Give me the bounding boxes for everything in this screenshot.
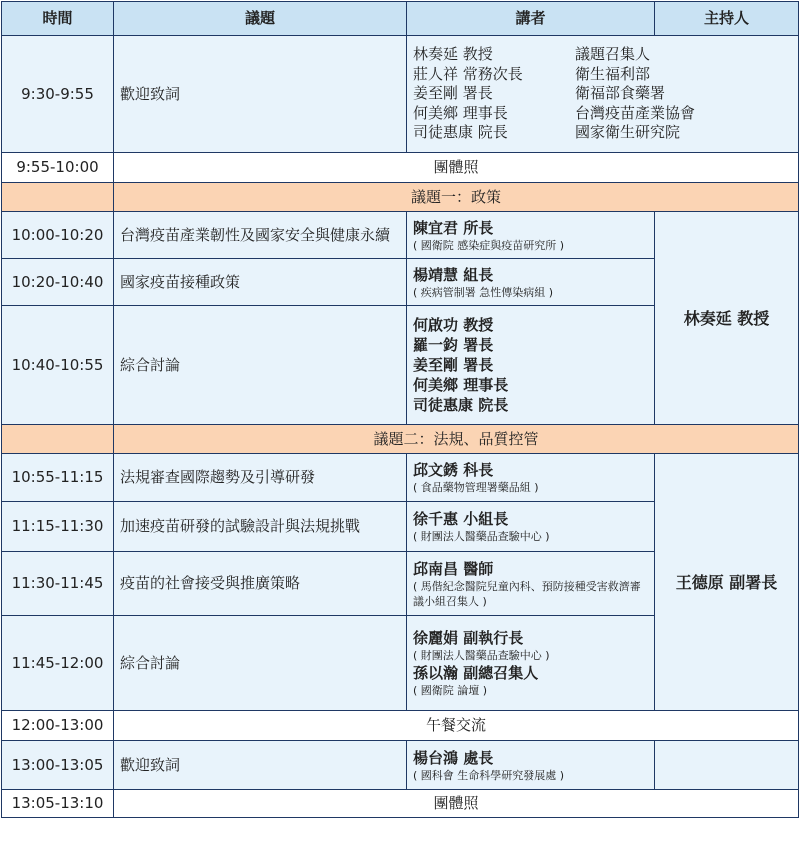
- row-speaker: [407, 741, 655, 790]
- speaker-name: 司徒惠康 院長: [413, 123, 508, 142]
- speaker-name: 楊台鴻 處長: [413, 748, 494, 767]
- row-topic: 歡迎致詞: [114, 741, 407, 790]
- speaker-affiliation: ( 疾病管制署 急性傳染病組 ): [413, 285, 554, 299]
- welcome-speakers: [407, 36, 799, 153]
- speaker-role: 衛福部食藥署: [575, 84, 666, 103]
- speaker-affiliation: ( 國科會 生命科學研究發展處 ): [413, 768, 565, 782]
- section-title: 議題二：法規、品質控管: [114, 425, 799, 454]
- row-topic: 台灣疫苗產業韌性及國家安全與健康永續: [114, 212, 407, 259]
- speaker-name: 司徒惠康 院長: [413, 396, 509, 414]
- speaker-name: 莊人祥 常務次長: [413, 64, 523, 83]
- row-topic: 綜合討論: [114, 306, 407, 425]
- speaker-affiliation: ( 財團法人醫藥品查驗中心 ): [413, 530, 550, 543]
- speaker-pair: [413, 45, 794, 65]
- speaker-name: 楊靖慧 組長: [413, 265, 494, 284]
- row-time: 12:00-13:00: [2, 711, 114, 741]
- row-time: 9:55-10:00: [2, 153, 114, 183]
- row-speaker: [407, 454, 655, 502]
- speaker-pair: [413, 84, 794, 104]
- header-row: [2, 2, 799, 36]
- row-event: 團體照: [114, 790, 799, 818]
- agenda-row: [2, 36, 799, 153]
- speaker-name: 何美鄉 理事長: [413, 376, 509, 394]
- header-time: 時間: [2, 2, 114, 36]
- row-time: 10:00-10:20: [2, 212, 114, 259]
- row-time: 13:00-13:05: [2, 741, 114, 790]
- speaker-role: 衛生福利部: [575, 64, 651, 83]
- section-row: [2, 183, 799, 212]
- agenda-row: [2, 454, 799, 502]
- speaker-name: 徐千惠 小組長: [413, 510, 509, 528]
- row-time: 10:20-10:40: [2, 259, 114, 306]
- row-time: 13:05-13:10: [2, 790, 114, 818]
- speaker-name: 孫以瀚 副總召集人: [413, 664, 539, 682]
- row-topic: 加速疫苗研發的試驗設計與法規挑戰: [114, 502, 407, 552]
- row-event: 團體照: [114, 153, 799, 183]
- row-topic: 疫苗的社會接受與推廣策略: [114, 552, 407, 616]
- section-spacer: [2, 183, 114, 212]
- section-title: 議題一：政策: [114, 183, 799, 212]
- speaker-name: 邱文銹 科長: [413, 461, 494, 479]
- row-topic: 綜合討論: [114, 616, 407, 711]
- section-spacer: [2, 425, 114, 454]
- host-cell: 林奏延 教授: [655, 212, 799, 425]
- row-time: 11:15-11:30: [2, 502, 114, 552]
- agenda-row: [2, 153, 799, 183]
- agenda-row: [2, 790, 799, 818]
- agenda-row: [2, 711, 799, 741]
- header-topic: 議題: [114, 2, 407, 36]
- speaker-pair: [413, 65, 794, 85]
- row-event: 午餐交流: [114, 711, 799, 741]
- speaker-pair: [413, 104, 794, 124]
- speaker-affiliation: ( 國衛院 感染症與疫苗研究所 ): [413, 238, 565, 252]
- header-speaker: 講者: [407, 2, 655, 36]
- row-time: 10:40-10:55: [2, 306, 114, 425]
- speaker-name: 徐麗娟 副執行長: [413, 629, 524, 647]
- row-speaker: [407, 616, 655, 711]
- row-time: 9:30-9:55: [2, 36, 114, 153]
- speaker-name: 何啟功 教授: [413, 316, 494, 334]
- speaker-role: 國家衛生研究院: [575, 123, 681, 142]
- speaker-name: 林奏延 教授: [413, 45, 493, 64]
- agenda-row: [2, 212, 799, 259]
- row-topic: 國家疫苗接種政策: [114, 259, 407, 306]
- row-time: 11:30-11:45: [2, 552, 114, 616]
- speaker-affiliation: ( 財團法人醫藥品查驗中心 ): [413, 649, 550, 662]
- speaker-pair: [413, 123, 794, 143]
- host-cell: 王德原 副署長: [655, 454, 799, 711]
- row-speaker: [407, 212, 655, 259]
- row-time: 10:55-11:15: [2, 454, 114, 502]
- speaker-role: 台灣疫苗產業協會: [575, 103, 696, 122]
- row-speaker: [407, 259, 655, 306]
- agenda-table: [1, 1, 799, 818]
- row-topic: 歡迎致詞: [114, 36, 407, 153]
- agenda-row: [2, 741, 799, 790]
- row-speaker: [407, 306, 655, 425]
- speaker-name: 羅一鈞 署長: [413, 336, 494, 354]
- speaker-name: 陳宜君 所長: [413, 218, 494, 237]
- speaker-name: 何美鄉 理事長: [413, 103, 508, 122]
- row-topic: 法規審查國際趨勢及引導研發: [114, 454, 407, 502]
- speaker-affiliation: ( 國衛院 論壇 ): [413, 684, 488, 697]
- section-row: [2, 425, 799, 454]
- speaker-name: 姜至剛 署長: [413, 356, 494, 374]
- row-speaker: [407, 552, 655, 616]
- speaker-name: 姜至剛 署長: [413, 84, 493, 103]
- speaker-role: 議題召集人: [575, 45, 651, 64]
- speaker-affiliation: ( 馬偕紀念醫院兒童內科、預防接種受害救濟審議小組召集人 ): [413, 579, 641, 608]
- row-speaker: [407, 502, 655, 552]
- host-cell: [655, 741, 799, 790]
- header-host: 主持人: [655, 2, 799, 36]
- speaker-name: 邱南昌 醫師: [413, 559, 494, 578]
- speaker-affiliation: ( 食品藥物管理署藥品組 ): [413, 481, 539, 494]
- row-time: 11:45-12:00: [2, 616, 114, 711]
